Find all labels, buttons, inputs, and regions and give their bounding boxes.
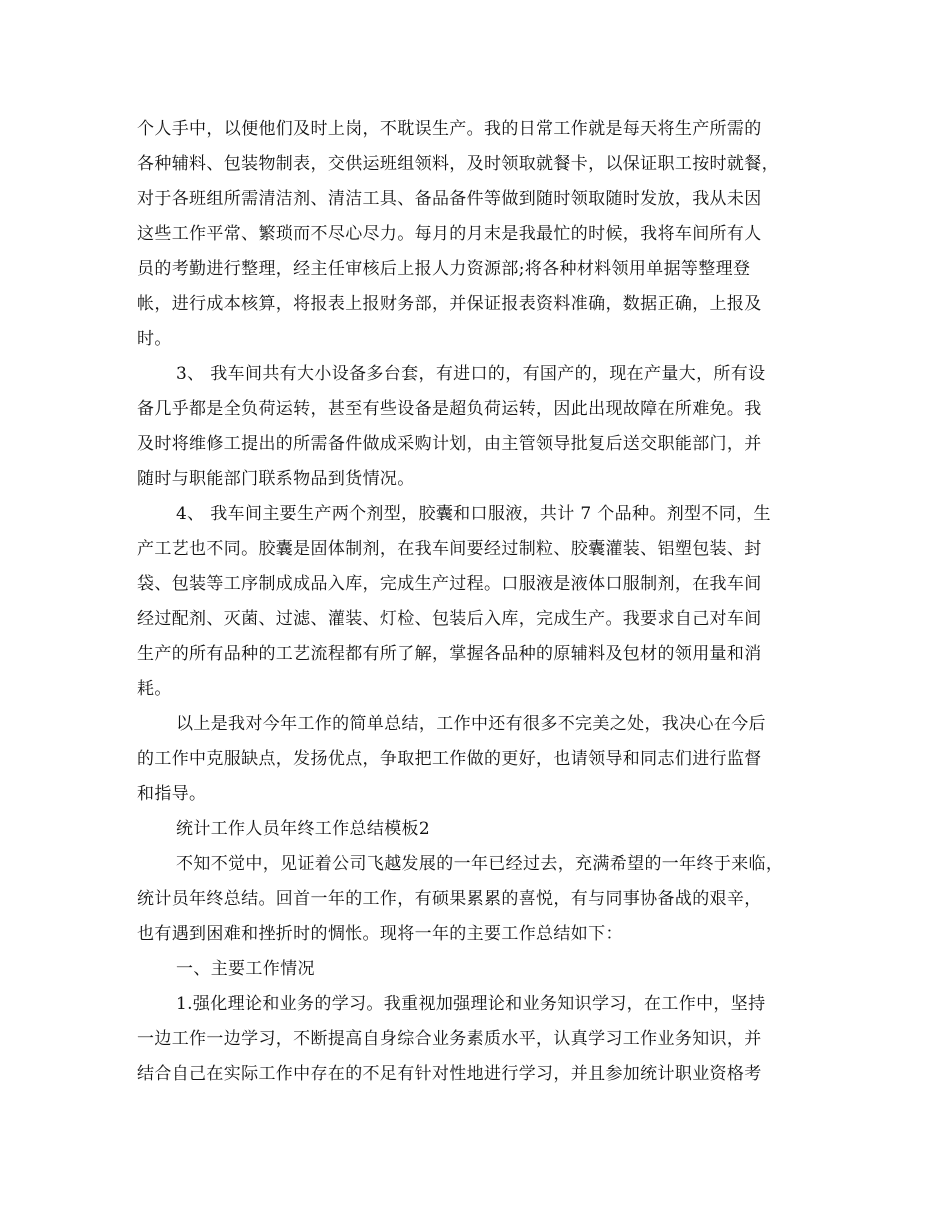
text-line: 随时与职能部门联系物品到货情况。 <box>137 469 415 489</box>
paragraph-3-start: 3、 我车间共有大小设备多台套，有进口的，有国产的，现在产量大，所有设 <box>176 364 766 384</box>
item-1-start: 1.强化理论和业务的学习。我重视加强理论和业务知识学习，在工作中，坚持 <box>176 994 766 1014</box>
text-line: 对于各班组所需清洁剂、清洁工具、备品备件等做到随时领取随时发放，我从未因 <box>137 189 762 209</box>
text-line: 和指导。 <box>137 784 207 804</box>
intro-paragraph-start: 不知不觉中，见证着公司飞越发展的一年已经过去，充满希望的一年终于来临， <box>176 854 784 874</box>
text-line: 袋、包装等工序制成成品入库，完成生产过程。口服液是液体口服制剂，在我车间 <box>137 574 762 594</box>
text-line: 这些工作平常、繁琐而不尽心尽力。每月的月末是我最忙的时候，我将车间所有人 <box>137 224 762 244</box>
text-line: 的工作中克服缺点，发扬优点，争取把工作做的更好，也请领导和同志们进行监督 <box>137 749 762 769</box>
text-line: 时。 <box>137 329 172 349</box>
text-line: 统计员年终总结。回首一年的工作，有硕果累累的喜悦，有与同事协备战的艰辛， <box>137 889 762 909</box>
subheading: 一、主要工作情况 <box>176 959 315 979</box>
text-line: 结合自己在实际工作中存在的不足有针对性地进行学习，并且参加统计职业资格考 <box>137 1064 762 1084</box>
text-line: 经过配剂、灭菌、过滤、灌装、灯检、包装后入库，完成生产。我要求自己对车间 <box>137 609 762 629</box>
text-line: 产工艺也不同。胶囊是固体制剂，在我车间要经过制粒、胶囊灌装、铝塑包装、封 <box>137 539 762 559</box>
text-line: 及时将维修工提出的所需备件做成采购计划，由主管领导批复后送交职能部门，并 <box>137 434 762 454</box>
text-line: 各种辅料、包装物制表，交供运班组领料，及时领取就餐卡，以保证职工按时就餐， <box>137 154 779 174</box>
text-line: 一边工作一边学习，不断提高自身综合业务素质水平，认真学习工作业务知识，并 <box>137 1029 762 1049</box>
text-line: 耗。 <box>137 679 172 699</box>
section-title: 统计工作人员年终工作总结模板2 <box>176 819 431 839</box>
text-line: 生产的所有品种的工艺流程都有所了解，掌握各品种的原辅料及包材的领用量和消 <box>137 644 762 664</box>
text-line: 个人手中，以便他们及时上岗，不耽误生产。我的日常工作就是每天将生产所需的 <box>137 119 762 139</box>
text-line: 员的考勤进行整理，经主任审核后上报人力资源部;将各种材料领用单据等整理登 <box>137 259 751 279</box>
text-line: 帐，进行成本核算，将报表上报财务部，并保证报表资料准确，数据正确，上报及 <box>137 294 762 314</box>
summary-paragraph-start: 以上是我对今年工作的简单总结，工作中还有很多不完美之处，我决心在今后 <box>176 714 766 734</box>
text-line: 也有遇到困难和挫折时的惆怅。现将一年的主要工作总结如下： <box>137 924 623 944</box>
text-line: 备几乎都是全负荷运转，甚至有些设备是超负荷运转，因此出现故障在所难免。我 <box>137 399 762 419</box>
paragraph-4-start: 4、 我车间主要生产两个剂型，胶囊和口服液，共计 7 个品种。剂型不同，生 <box>176 504 771 524</box>
